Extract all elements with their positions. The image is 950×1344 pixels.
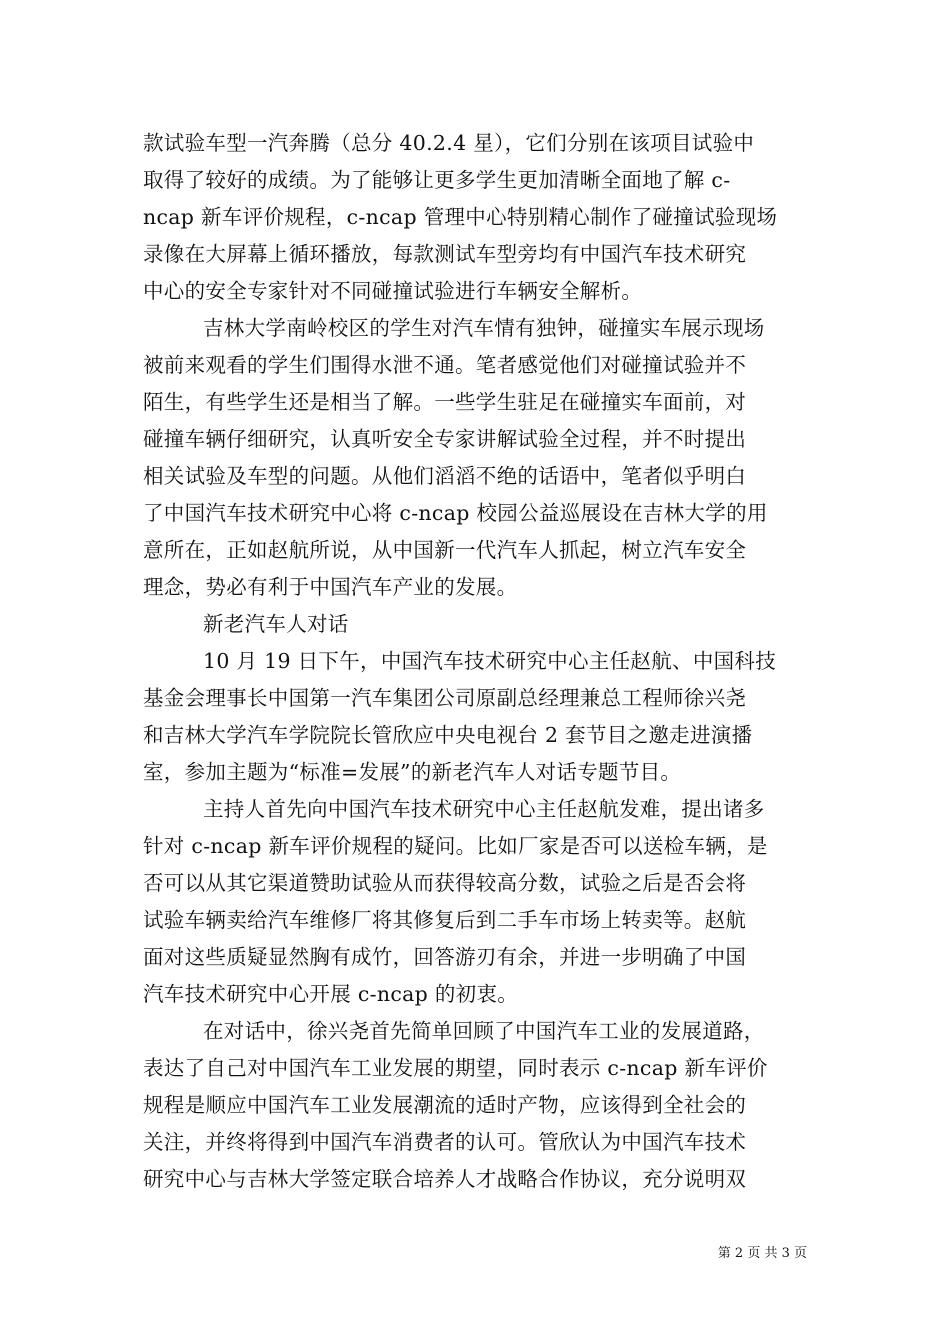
text-line: 录像在大屏幕上循环播放，每款测试车型旁均有中国汽车技术研究 <box>143 242 747 266</box>
text-line: 了中国汽车技术研究中心将 c-ncap 校园公益巡展设在吉林大学的用 <box>143 501 768 525</box>
text-line: 碰撞车辆仔细研究，认真听安全专家讲解试验全过程，并不时提出 <box>143 427 747 451</box>
text-line: 否可以从其它渠道赞助试验从而获得较高分数，试验之后是否会将 <box>143 871 747 895</box>
text-line: 取得了较好的成绩。为了能够让更多学生更加清晰全面地了解 c- <box>143 168 731 192</box>
text-line: 10 月 19 日下午，中国汽车技术研究中心主任赵航、中国科技 <box>203 649 777 673</box>
text-line: 中心的安全专家针对不同碰撞试验进行车辆安全解析。 <box>143 279 643 303</box>
text-line: 主持人首先向中国汽车技术研究中心主任赵航发难，提出诸多 <box>203 797 765 821</box>
text-line: 针对 c-ncap 新车评价规程的疑问。比如厂家是否可以送检车辆，是 <box>143 834 768 858</box>
text-line: 意所在，正如赵航所说，从中国新一代汽车人抓起，树立汽车安全 <box>143 538 747 562</box>
text-line: 和吉林大学汽车学院院长管欣应中央电视台 2 套节目之邀走进演播 <box>143 723 753 747</box>
text-line: 在对话中，徐兴尧首先简单回顾了中国汽车工业的发展道路， <box>203 1019 765 1043</box>
text-line: 面对这些质疑显然胸有成竹，回答游刃有余，并进一步明确了中国 <box>143 945 747 969</box>
text-line: 吉林大学南岭校区的学生对汽车情有独钟，碰撞实车展示现场 <box>203 316 765 340</box>
text-line: 规程是顺应中国汽车工业发展潮流的适时产物，应该得到全社会的 <box>143 1093 747 1117</box>
text-line: 被前来观看的学生们围得水泄不通。笔者感觉他们对碰撞试验并不 <box>143 353 747 377</box>
text-line: 试验车辆卖给汽车维修厂将其修复后到二手车市场上转卖等。赵航 <box>143 908 747 932</box>
text-line: 基金会理事长中国第一汽车集团公司原副总经理兼总工程师徐兴尧 <box>143 686 747 710</box>
text-line: 陌生，有些学生还是相当了解。一些学生驻足在碰撞实车面前，对 <box>143 390 747 414</box>
text-line: 汽车技术研究中心开展 c-ncap 的初衷。 <box>143 982 519 1006</box>
page-number: 第 2 页 共 3 页 <box>717 1246 807 1261</box>
text-line: 理念，势必有利于中国汽车产业的发展。 <box>143 575 518 599</box>
section-heading: 新老汽车人对话 <box>203 612 349 636</box>
text-line: 表达了自己对中国汽车工业发展的期望，同时表示 c-ncap 新车评价 <box>143 1056 768 1080</box>
text-line: 关注，并终将得到中国汽车消费者的认可。管欣认为中国汽车技术 <box>143 1130 747 1154</box>
text-line: 款试验车型一汽奔腾（总分 40.2.4 星），它们分别在该项目试验中 <box>143 131 755 155</box>
text-line: ncap 新车评价规程，c-ncap 管理中心特别精心制作了碰撞试验现场 <box>143 205 778 229</box>
text-line: 研究中心与吉林大学签定联合培养人才战略合作协议，充分说明双 <box>143 1167 747 1191</box>
text-line: 室，参加主题为“标准=发展”的新老汽车人对话专题节目。 <box>143 760 682 784</box>
text-line: 相关试验及车型的问题。从他们滔滔不绝的话语中，笔者似乎明白 <box>143 464 747 488</box>
